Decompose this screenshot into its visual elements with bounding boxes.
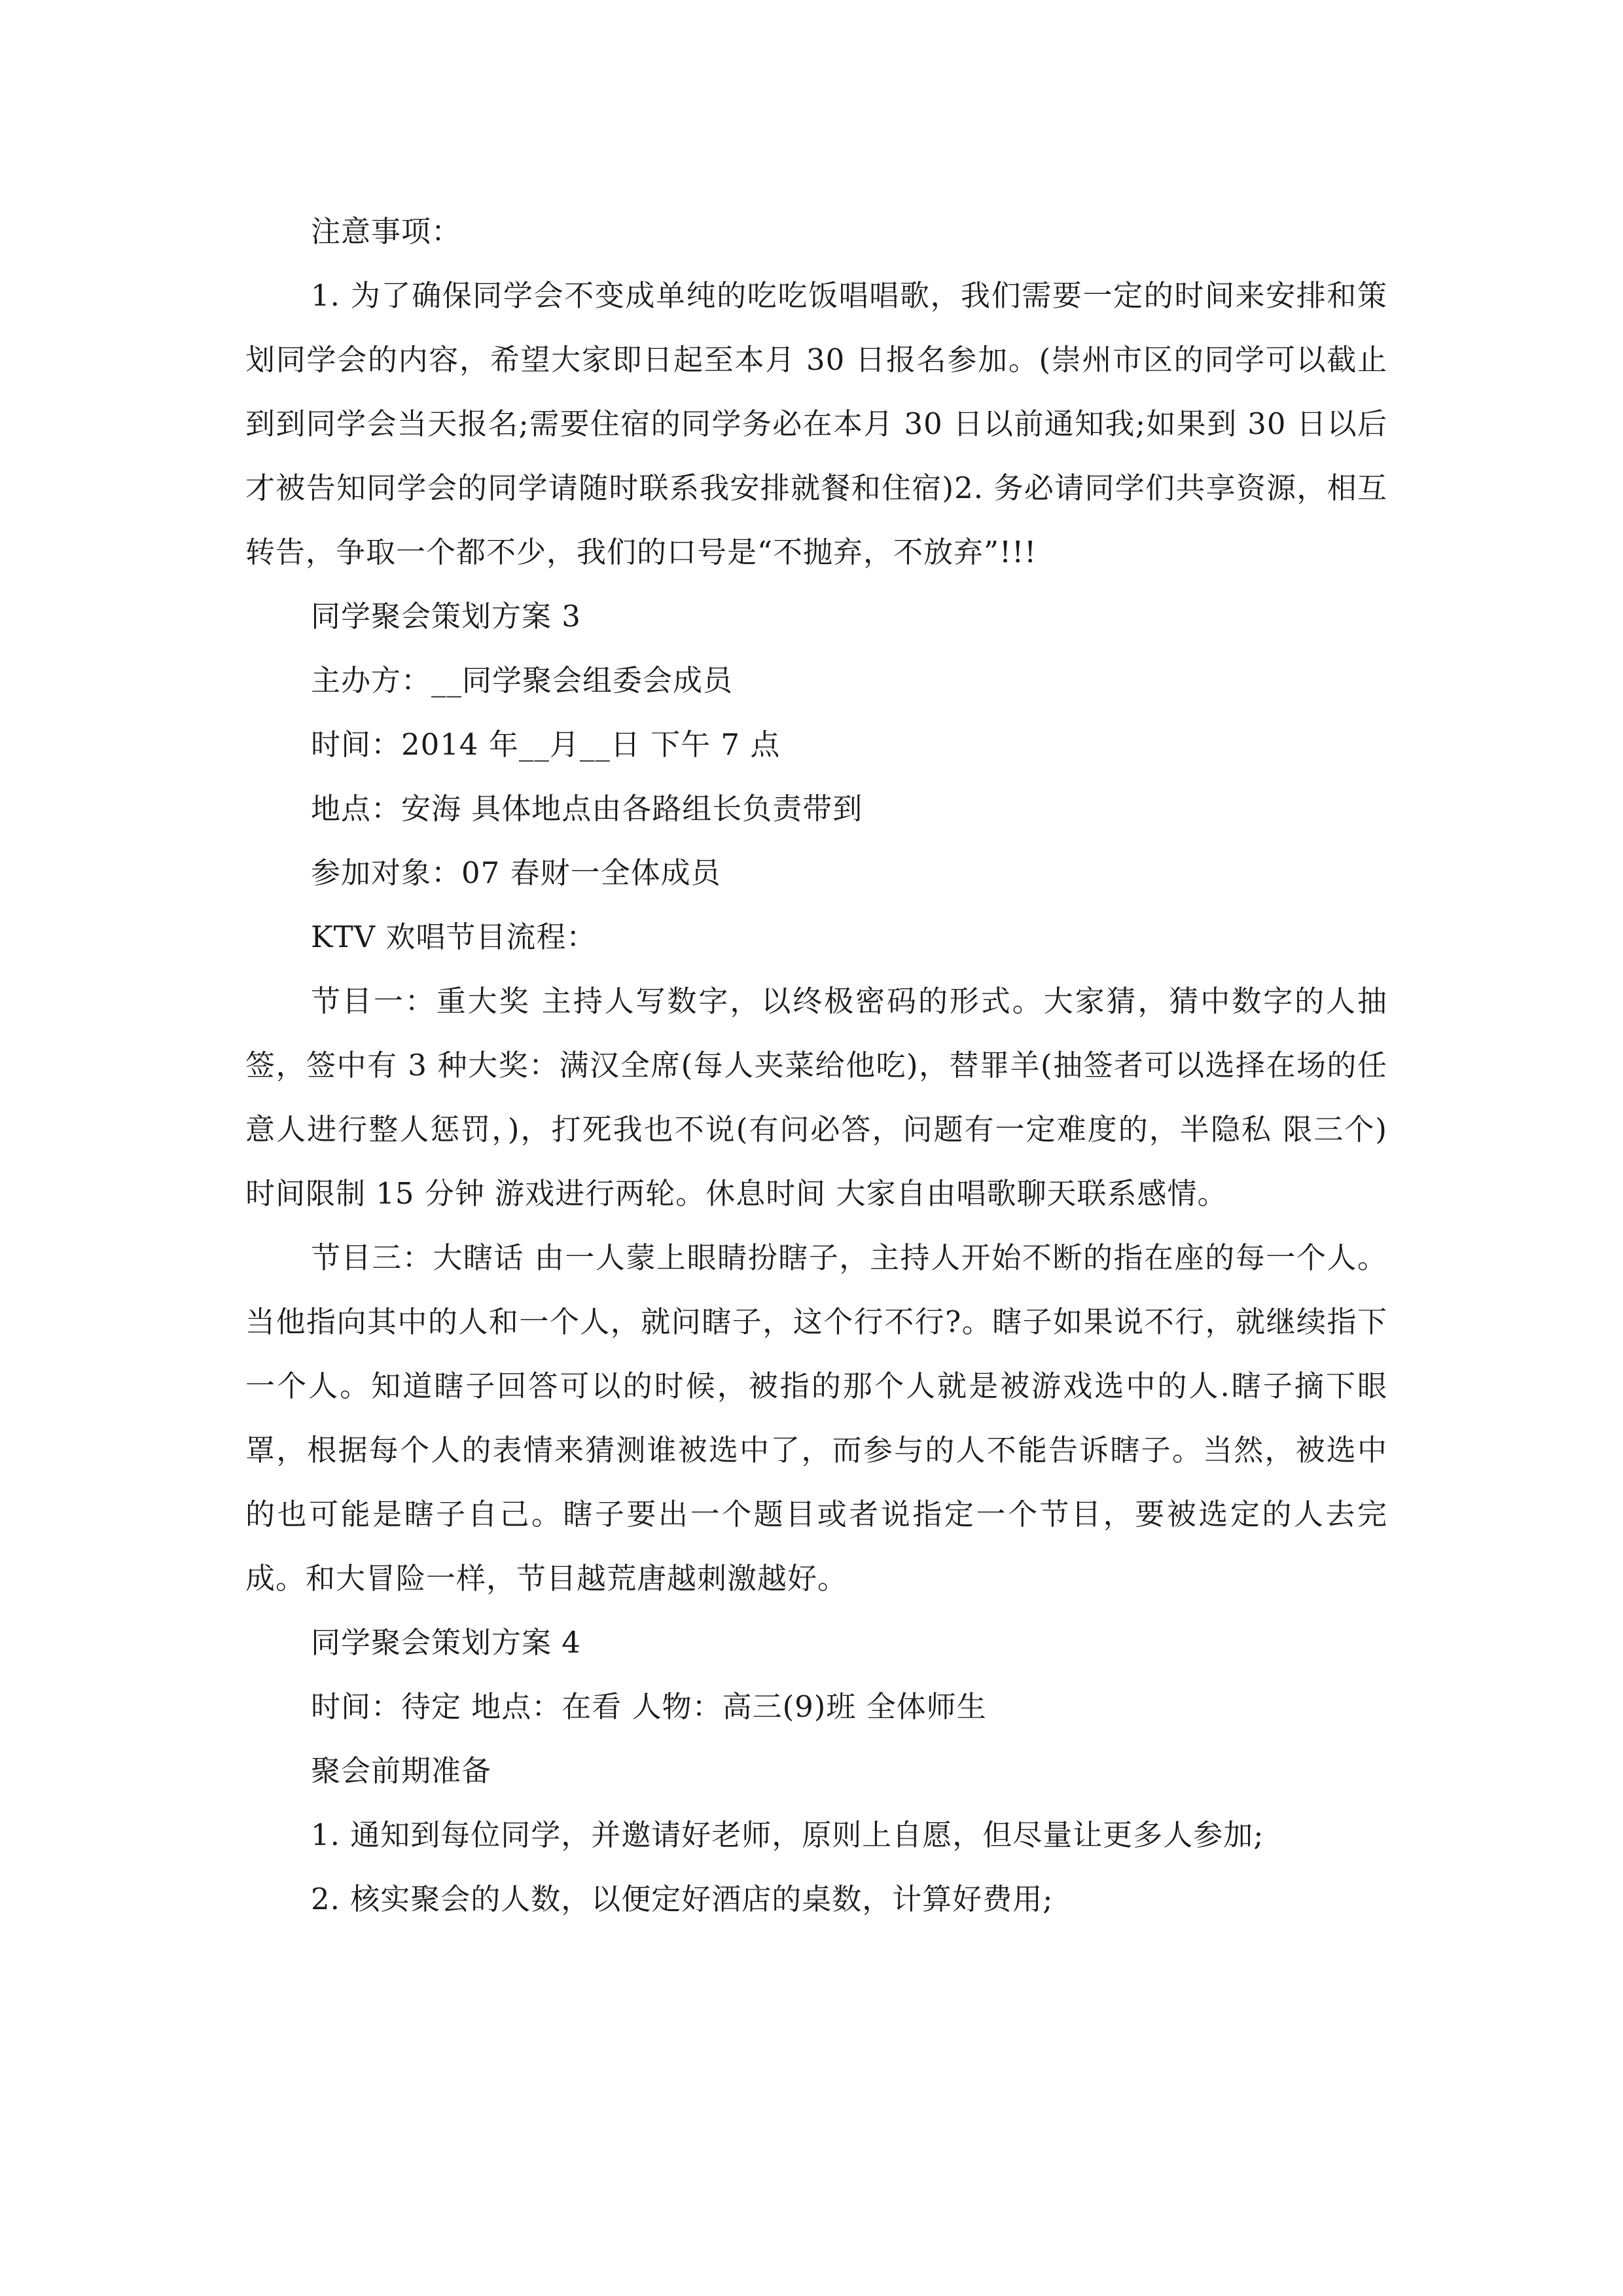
participants-line: 参加对象：07 春财一全体成员 [311, 855, 721, 890]
plan-4-title: 同学聚会策划方案 4 [311, 1625, 581, 1660]
notes-paragraph: 1. 为了确保同学会不变成单纯的吃吃饭唱唱歌，我们需要一定的时间来安排和策划同学会的内容，希望大家即日起至本月 30 日报名参加。(崇州市区的同学可以截止到到同学会当天报名;需要住宿的同学务必在本月 30 日以前通知我;如果到 30 日以后才被告知同学会的同学请随时联系我安排就餐和住宿)2. 务必请同学们共享资源，相互转告，争取一个都不少，我们的口号是“不抛弃，不放弃”!!! [245, 278, 1387, 569]
preparation-item-2: 2. 核实聚会的人数，以便定好酒店的桌数，计算好费用; [311, 1882, 1054, 1916]
time-line: 时间：2014 年__月__日 下午 7 点 [311, 727, 781, 762]
preparation-item-1: 1. 通知到每位同学，并邀请好老师，原则上自愿，但尽量让更多人参加; [311, 1818, 1264, 1852]
ktv-program-heading: KTV 欢唱节目流程： [311, 920, 597, 954]
program-three-paragraph: 节目三：大瞎话 由一人蒙上眼睛扮瞎子，主持人开始不断的指在座的每一个人。当他指向其中的人和一个人，就问瞎子，这个行不行?。瞎子如果说不行，就继续指下一个人。知道瞎子回答可以的时候，被指的那个人就是被游戏选中的人.瞎子摘下眼罩，根据每个人的表情来猜测谁被选中了，而参与的人不能告诉瞎子。当然，被选中的也可能是瞎子自己。瞎子要出一个题目或者说指定一个节目，要被选定的人去完成。和大冒险一样，节目越荒唐越刺激越好。 [245, 1240, 1387, 1596]
document-body [245, 200, 1387, 1931]
program-one-paragraph: 节目一：重大奖 主持人写数字，以终极密码的形式。大家猜，猜中数字的人抽签，签中有 3 种大奖：满汉全席(每人夹菜给他吃)，替罪羊(抽签者可以选择在场的任意人进行整人惩罚，)，打死我也不说(有问必答，问题有一定难度的，半隐私 限三个)时间限制 15 分钟 游戏进行两轮。休息时间 大家自由唱歌聊天联系感情。 [245, 984, 1387, 1211]
plan-3-title: 同学聚会策划方案 3 [311, 599, 581, 634]
organizer-line: 主办方：__同学聚会组委会成员 [311, 663, 734, 698]
notes-heading: 注意事项： [311, 214, 462, 249]
time-location-people-line: 时间：待定 地点：在看 人物：高三(9)班 全体师生 [311, 1689, 987, 1724]
location-line: 地点：安海 具体地点由各路组长负责带到 [311, 791, 863, 826]
preparation-heading: 聚会前期准备 [311, 1753, 492, 1788]
